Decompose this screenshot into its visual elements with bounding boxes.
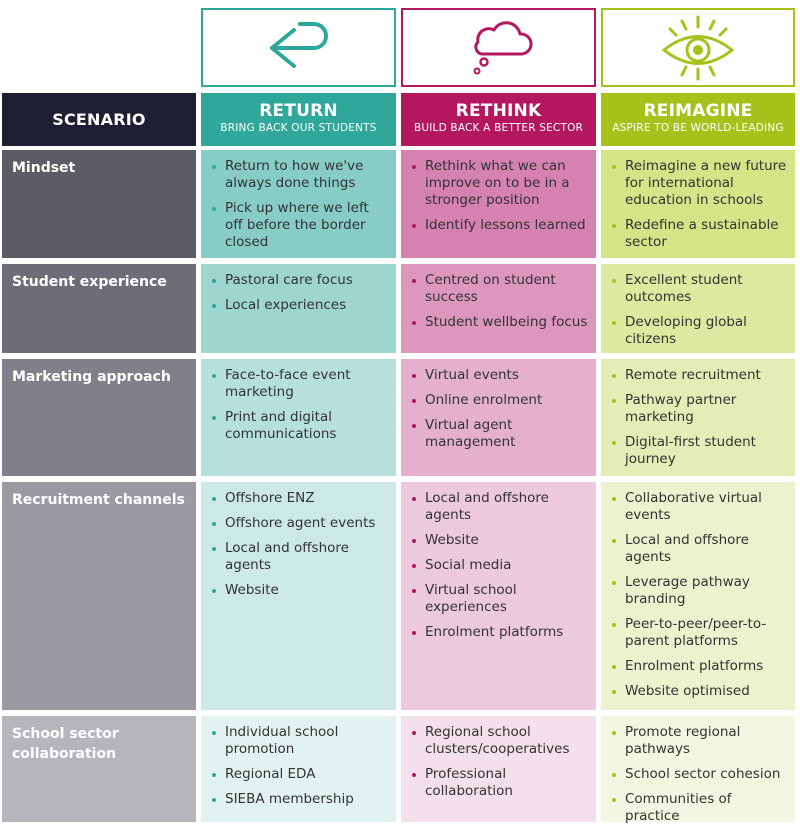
list-item: Local and offshore agents bbox=[209, 540, 388, 574]
rethink-cell-recruitment-channels bbox=[401, 482, 596, 710]
reimagine-cell-mindset bbox=[601, 150, 795, 258]
list-item: Virtual school experiences bbox=[409, 582, 588, 616]
list-item: Local experiences bbox=[209, 297, 388, 314]
list-item: Centred on student success bbox=[409, 272, 588, 306]
list-item: Remote recruitment bbox=[609, 367, 787, 384]
rethink-cell-school-sector-collaboration bbox=[401, 716, 596, 822]
list-item: Student wellbeing focus bbox=[409, 314, 588, 331]
list-item: Promote regional pathways bbox=[609, 724, 787, 758]
row-label-student-experience: Student experience bbox=[2, 264, 196, 353]
list-item: Regional school clusters/cooperatives bbox=[409, 724, 588, 758]
list-item: Redefine a sustainable sector bbox=[609, 217, 787, 251]
list-item: Leverage pathway branding bbox=[609, 574, 787, 608]
list-item: Website bbox=[409, 532, 588, 549]
list-item: Regional EDA bbox=[209, 766, 388, 783]
list-item: Collaborative virtual events bbox=[609, 490, 787, 524]
list-item: Professional collaboration bbox=[409, 766, 588, 800]
list-item: Virtual events bbox=[409, 367, 588, 384]
reimagine-icon-box bbox=[601, 8, 795, 87]
reimagine-header bbox=[601, 93, 795, 146]
list-item: Website bbox=[209, 582, 388, 599]
row-label-school-sector-collaboration: School sector collaboration bbox=[2, 716, 196, 822]
list-item: Individual school promotion bbox=[209, 724, 388, 758]
list-item: Enrolment platforms bbox=[609, 658, 787, 675]
list-item: Reimagine a new future for international education in schools bbox=[609, 158, 787, 209]
return-header bbox=[201, 93, 396, 146]
list-item: Online enrolment bbox=[409, 392, 588, 409]
list-item: Peer-to-peer/peer-to-parent platforms bbox=[609, 616, 787, 650]
rethink-title: RETHINK bbox=[455, 101, 542, 121]
list-item: Local and offshore agents bbox=[609, 532, 787, 566]
list-item: Excellent student outcomes bbox=[609, 272, 787, 306]
reimagine-cell-recruitment-channels bbox=[601, 482, 795, 710]
reimagine-cell-marketing-approach bbox=[601, 359, 795, 476]
thought-cloud-icon bbox=[464, 18, 534, 78]
list-item: Return to how we've always done things bbox=[209, 158, 388, 192]
list-item: Offshore agent events bbox=[209, 515, 388, 532]
list-item: Face-to-face event marketing bbox=[209, 367, 388, 401]
return-cell-school-sector-collaboration bbox=[201, 716, 396, 822]
reimagine-cell-school-sector-collaboration bbox=[601, 716, 795, 822]
list-item: Pathway partner marketing bbox=[609, 392, 787, 426]
list-item: Pastoral care focus bbox=[209, 272, 388, 289]
rethink-cell-student-experience bbox=[401, 264, 596, 353]
list-item: Offshore ENZ bbox=[209, 490, 388, 507]
eye-icon bbox=[658, 15, 738, 81]
return-cell-mindset bbox=[201, 150, 396, 258]
row-label-recruitment-channels: Recruitment channels bbox=[2, 482, 196, 710]
list-item: Identify lessons learned bbox=[409, 217, 588, 234]
list-item: Social media bbox=[409, 557, 588, 574]
row-label-mindset: Mindset bbox=[2, 150, 196, 258]
scenario-title: SCENARIO bbox=[52, 110, 146, 129]
list-item: Local and offshore agents bbox=[409, 490, 588, 524]
list-item: Virtual agent management bbox=[409, 417, 588, 451]
return-cell-recruitment-channels bbox=[201, 482, 396, 710]
list-item: Enrolment platforms bbox=[409, 624, 588, 641]
return-subtitle: BRING BACK OUR STUDENTS bbox=[220, 122, 377, 134]
row-label-marketing-approach: Marketing approach bbox=[2, 359, 196, 476]
list-item: Developing global citizens bbox=[609, 314, 787, 348]
rethink-header bbox=[401, 93, 596, 146]
list-item: School sector cohesion bbox=[609, 766, 787, 783]
rethink-cell-mindset bbox=[401, 150, 596, 258]
list-item: Rethink what we can improve on to be in a stronger position bbox=[409, 158, 588, 209]
return-arrow-icon bbox=[264, 22, 334, 74]
rethink-cell-marketing-approach bbox=[401, 359, 596, 476]
list-item: Print and digital communications bbox=[209, 409, 388, 443]
list-item: SIEBA membership bbox=[209, 791, 388, 808]
reimagine-title: REIMAGINE bbox=[643, 101, 753, 121]
list-item: Digital-first student journey bbox=[609, 434, 787, 468]
return-title: RETURN bbox=[259, 101, 338, 121]
list-item: Website optimised bbox=[609, 683, 787, 700]
rethink-icon-box bbox=[401, 8, 596, 87]
return-cell-student-experience bbox=[201, 264, 396, 353]
return-cell-marketing-approach bbox=[201, 359, 396, 476]
reimagine-subtitle: ASPIRE TO BE WORLD-LEADING bbox=[612, 122, 784, 134]
return-icon-box bbox=[201, 8, 396, 87]
list-item: Pick up where we left off before the border closed bbox=[209, 200, 388, 251]
scenario-header bbox=[2, 93, 196, 146]
reimagine-cell-student-experience bbox=[601, 264, 795, 353]
list-item: Communities of practice bbox=[609, 791, 787, 825]
rethink-subtitle: BUILD BACK A BETTER SECTOR bbox=[413, 122, 584, 134]
